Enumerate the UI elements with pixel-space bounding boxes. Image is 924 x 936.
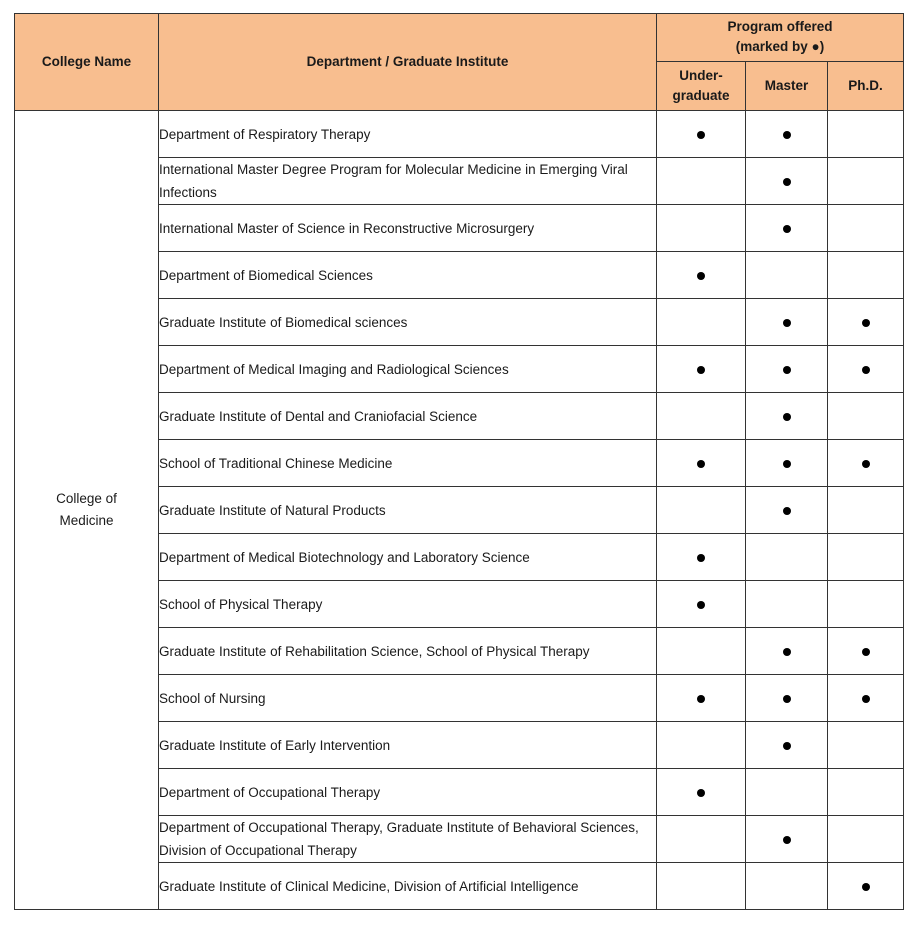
master-cell <box>746 205 828 252</box>
undergraduate-cell <box>657 393 746 440</box>
bullet-marker-icon <box>783 460 791 468</box>
department-name: School of Traditional Chinese Medicine <box>159 440 657 487</box>
undergraduate-cell <box>657 722 746 769</box>
undergraduate-cell <box>657 440 746 487</box>
header-program-offered-line2: (marked by ●) <box>735 39 825 55</box>
header-master <box>746 61 828 110</box>
department-name: School of Nursing <box>159 675 657 722</box>
phd-cell <box>828 252 904 299</box>
master-cell <box>746 722 828 769</box>
header-row-top <box>15 14 904 62</box>
bullet-marker-icon <box>697 131 705 139</box>
header-department-label: Department / Graduate Institute <box>306 54 509 69</box>
table-row <box>15 111 904 158</box>
phd-cell <box>828 534 904 581</box>
header-master-label: Master <box>764 77 809 93</box>
undergraduate-cell <box>657 299 746 346</box>
bullet-marker-icon <box>697 272 705 280</box>
college-name-line1: College of <box>56 491 117 506</box>
header-undergraduate-label: Under-graduate <box>672 67 730 103</box>
bullet-marker-icon <box>783 178 791 186</box>
master-cell <box>746 393 828 440</box>
master-cell <box>746 628 828 675</box>
department-name: Graduate Institute of Early Intervention <box>159 722 657 769</box>
bullet-marker-icon <box>862 366 870 374</box>
department-name: Department of Occupational Therapy, Graduate Institute of Behavioral Sciences, Division of Occupational Therapy <box>159 816 657 863</box>
undergraduate-cell <box>657 158 746 205</box>
phd-cell <box>828 487 904 534</box>
header-college-name-label: College Name <box>41 54 132 69</box>
department-name: International Master Degree Program for Molecular Medicine in Emerging Viral Infections <box>159 158 657 205</box>
undergraduate-cell <box>657 769 746 816</box>
phd-cell <box>828 393 904 440</box>
bullet-marker-icon <box>783 507 791 515</box>
bullet-marker-icon <box>862 883 870 891</box>
header-undergraduate <box>657 61 746 110</box>
department-name: Department of Respiratory Therapy <box>159 111 657 158</box>
phd-cell <box>828 581 904 628</box>
department-name: Graduate Institute of Clinical Medicine, Division of Artificial Intelligence <box>159 863 657 910</box>
master-cell <box>746 111 828 158</box>
master-cell <box>746 534 828 581</box>
master-cell <box>746 816 828 863</box>
bullet-marker-icon <box>783 319 791 327</box>
header-program-offered <box>657 14 904 62</box>
bullet-marker-icon <box>697 695 705 703</box>
master-cell <box>746 252 828 299</box>
bullet-marker-icon <box>697 789 705 797</box>
department-name: School of Physical Therapy <box>159 581 657 628</box>
header-program-offered-line1: Program offered <box>727 19 833 35</box>
phd-cell <box>828 299 904 346</box>
programs-table <box>14 13 904 910</box>
table-header <box>15 14 904 111</box>
phd-cell <box>828 158 904 205</box>
undergraduate-cell <box>657 487 746 534</box>
department-name: Department of Occupational Therapy <box>159 769 657 816</box>
master-cell <box>746 863 828 910</box>
phd-cell <box>828 628 904 675</box>
bullet-marker-icon <box>783 742 791 750</box>
undergraduate-cell <box>657 534 746 581</box>
bullet-marker-icon <box>783 695 791 703</box>
department-name: Department of Medical Imaging and Radiological Sciences <box>159 346 657 393</box>
department-name: Graduate Institute of Natural Products <box>159 487 657 534</box>
master-cell <box>746 487 828 534</box>
bullet-marker-icon <box>697 460 705 468</box>
phd-cell <box>828 111 904 158</box>
undergraduate-cell <box>657 581 746 628</box>
bullet-marker-icon <box>697 554 705 562</box>
header-phd-label: Ph.D. <box>848 77 883 93</box>
department-name: International Master of Science in Reconstructive Microsurgery <box>159 205 657 252</box>
master-cell <box>746 675 828 722</box>
header-department <box>159 14 657 111</box>
master-cell <box>746 158 828 205</box>
header-phd <box>828 61 904 110</box>
phd-cell <box>828 722 904 769</box>
bullet-marker-icon <box>783 413 791 421</box>
master-cell <box>746 346 828 393</box>
department-name: Department of Medical Biotechnology and Laboratory Science <box>159 534 657 581</box>
bullet-marker-icon <box>783 131 791 139</box>
phd-cell <box>828 675 904 722</box>
table-body <box>15 111 904 910</box>
bullet-marker-icon <box>783 836 791 844</box>
department-name: Graduate Institute of Dental and Craniofacial Science <box>159 393 657 440</box>
bullet-marker-icon <box>862 319 870 327</box>
bullet-marker-icon <box>697 366 705 374</box>
bullet-marker-icon <box>783 225 791 233</box>
bullet-marker-icon <box>783 366 791 374</box>
department-name: Graduate Institute of Biomedical sciences <box>159 299 657 346</box>
phd-cell <box>828 863 904 910</box>
department-name: Department of Biomedical Sciences <box>159 252 657 299</box>
bullet-marker-icon <box>783 648 791 656</box>
phd-cell <box>828 769 904 816</box>
phd-cell <box>828 440 904 487</box>
master-cell <box>746 769 828 816</box>
header-college-name <box>15 14 159 111</box>
undergraduate-cell <box>657 816 746 863</box>
undergraduate-cell <box>657 346 746 393</box>
undergraduate-cell <box>657 205 746 252</box>
phd-cell <box>828 346 904 393</box>
phd-cell <box>828 816 904 863</box>
bullet-marker-icon <box>862 695 870 703</box>
undergraduate-cell <box>657 111 746 158</box>
undergraduate-cell <box>657 252 746 299</box>
bullet-marker-icon <box>697 601 705 609</box>
master-cell <box>746 440 828 487</box>
master-cell <box>746 299 828 346</box>
master-cell <box>746 581 828 628</box>
phd-cell <box>828 205 904 252</box>
bullet-marker-icon <box>862 460 870 468</box>
college-name-line2: Medicine <box>59 513 114 528</box>
college-name-cell <box>15 111 159 910</box>
department-name: Graduate Institute of Rehabilitation Science, School of Physical Therapy <box>159 628 657 675</box>
bullet-marker-icon <box>862 648 870 656</box>
undergraduate-cell <box>657 628 746 675</box>
undergraduate-cell <box>657 675 746 722</box>
undergraduate-cell <box>657 863 746 910</box>
